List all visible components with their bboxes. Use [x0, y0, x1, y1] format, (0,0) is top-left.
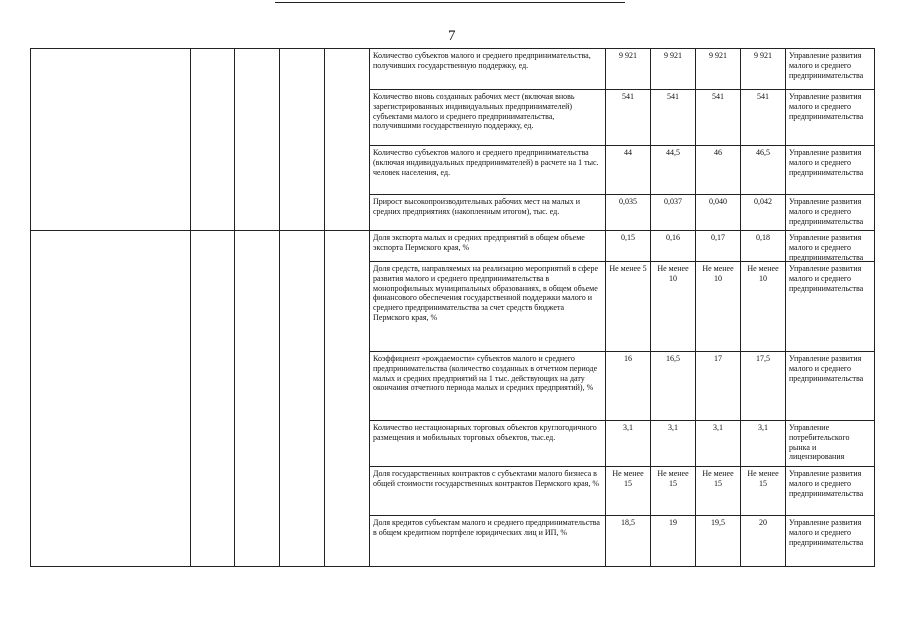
indicator-row: [369, 466, 875, 516]
responsible-unit: Управление развития малого и среднего предпринимательства: [786, 49, 875, 90]
value-cell: 0,042: [741, 195, 786, 231]
responsible-unit: Управление развития малого и среднего предпринимательства: [786, 195, 875, 231]
indicator-row: [369, 230, 875, 262]
value-cell: Не менее 15: [741, 467, 786, 516]
value-cell: Не менее 15: [606, 467, 651, 516]
value-cell: 46: [696, 146, 741, 195]
value-cell: 0,16: [651, 231, 696, 263]
indicator-text: Количество субъектов малого и среднего предпринимательства, получивших государственную поддержку, ед.: [370, 49, 606, 90]
value-cell: 541: [651, 90, 696, 146]
value-cell: 44: [606, 146, 651, 195]
value-cell: Не менее 10: [741, 262, 786, 352]
left-bottom-rule: [30, 566, 369, 567]
indicator-text: Количество субъектов малого и среднего предпринимательства (включая индивидуальных предпринимателей) в расчете на 1 тыс. человек населения, ед.: [370, 146, 606, 195]
value-cell: 0,18: [741, 231, 786, 263]
left-header-rule: [30, 48, 369, 49]
value-cell: 541: [741, 90, 786, 146]
left-col-border-2: [190, 48, 191, 566]
value-cell: 0,15: [606, 231, 651, 263]
value-cell: Не менее 15: [696, 467, 741, 516]
indicator-row: [369, 145, 875, 195]
value-cell: 18,5: [606, 516, 651, 567]
value-cell: 0,040: [696, 195, 741, 231]
responsible-unit: Управление развития малого и среднего предпринимательства: [786, 231, 875, 263]
indicator-row: [369, 89, 875, 146]
value-cell: 44,5: [651, 146, 696, 195]
value-cell: 9 921: [651, 49, 696, 90]
responsible-unit: Управление развития малого и среднего предпринимательства: [786, 146, 875, 195]
left-col-border-1: [30, 48, 31, 566]
value-cell: 9 921: [741, 49, 786, 90]
value-cell: 46,5: [741, 146, 786, 195]
value-cell: 17: [696, 352, 741, 421]
responsible-unit: Управление развития малого и среднего предпринимательства: [786, 516, 875, 567]
value-cell: 3,1: [651, 421, 696, 467]
value-cell: 9 921: [696, 49, 741, 90]
indicator-row: [369, 515, 875, 567]
value-cell: 0,17: [696, 231, 741, 263]
indicator-row: [369, 351, 875, 421]
value-cell: 3,1: [696, 421, 741, 467]
value-cell: 16: [606, 352, 651, 421]
value-cell: Не менее 15: [651, 467, 696, 516]
indicator-text: Коэффициент «рождаемости» субъектов малого и среднего предпринимательства (количество созданных в отчетном периоде малых и средних предприятий на 1 тыс. действующих на дату окончания отчетного периода малых и средних предприятий), %: [370, 352, 606, 421]
value-cell: Не менее 5: [606, 262, 651, 352]
indicator-text: Доля государственных контрактов с субъектами малого бизнеса в общей стоимости государственных контрактов Пермского края, %: [370, 467, 606, 516]
value-cell: 9 921: [606, 49, 651, 90]
indicator-row: [369, 261, 875, 352]
left-col-border-3: [234, 48, 235, 566]
value-cell: 0,035: [606, 195, 651, 231]
value-cell: 19,5: [696, 516, 741, 567]
indicator-row: [369, 194, 875, 231]
value-cell: 3,1: [741, 421, 786, 467]
value-cell: 541: [696, 90, 741, 146]
page-number: 7: [448, 28, 456, 44]
indicator-text: Прирост высокопроизводительных рабочих мест на малых и средних предприятиях (накопленным итогом), тыс. ед.: [370, 195, 606, 231]
left-col-border-4: [279, 48, 280, 566]
responsible-unit: Управление развития малого и среднего предпринимательства: [786, 352, 875, 421]
responsible-unit: Управление потребительского рынка и лицензирования: [786, 421, 875, 467]
left-section-rule: [30, 230, 369, 231]
indicator-text: Доля экспорта малых и средних предприятий в общем объеме экспорта Пермского края, %: [370, 231, 606, 263]
value-cell: Не менее 10: [651, 262, 696, 352]
value-cell: 541: [606, 90, 651, 146]
indicator-text: Количество нестационарных торговых объектов круглогодичного размещения и мобильных торговых объектов, тыс.ед.: [370, 421, 606, 467]
value-cell: 19: [651, 516, 696, 567]
indicator-text: Доля средств, направляемых на реализацию мероприятий в сфере развития малого и среднего предпринимательства в монопрофильных муниципальных образованиях, в общем объеме финансового обеспечения государственной поддержки малого и среднего предпринимательства за счет средств бюджета Пермского края, %: [370, 262, 606, 352]
indicator-text: Количество вновь созданных рабочих мест (включая вновь зарегистрированных индивидуальных предпринимателей) субъектами малого и среднего предпринимательства, получившими государственную поддержку, ед.: [370, 90, 606, 146]
indicator-row: [369, 48, 875, 90]
value-cell: 16,5: [651, 352, 696, 421]
table-bottom-rule: [369, 566, 874, 567]
indicator-row: [369, 420, 875, 467]
indicator-text: Доля кредитов субъектам малого и среднего предпринимательства в общем кредитном портфеле юридических лиц и ИП, %: [370, 516, 606, 567]
left-col-border-5: [324, 48, 325, 566]
responsible-unit: Управление развития малого и среднего предпринимательства: [786, 90, 875, 146]
value-cell: 17,5: [741, 352, 786, 421]
value-cell: 20: [741, 516, 786, 567]
top-rule: [275, 2, 625, 3]
responsible-unit: Управление развития малого и среднего предпринимательства: [786, 262, 875, 352]
value-cell: Не менее 10: [696, 262, 741, 352]
responsible-unit: Управление развития малого и среднего предпринимательства: [786, 467, 875, 516]
value-cell: 0,037: [651, 195, 696, 231]
value-cell: 3,1: [606, 421, 651, 467]
